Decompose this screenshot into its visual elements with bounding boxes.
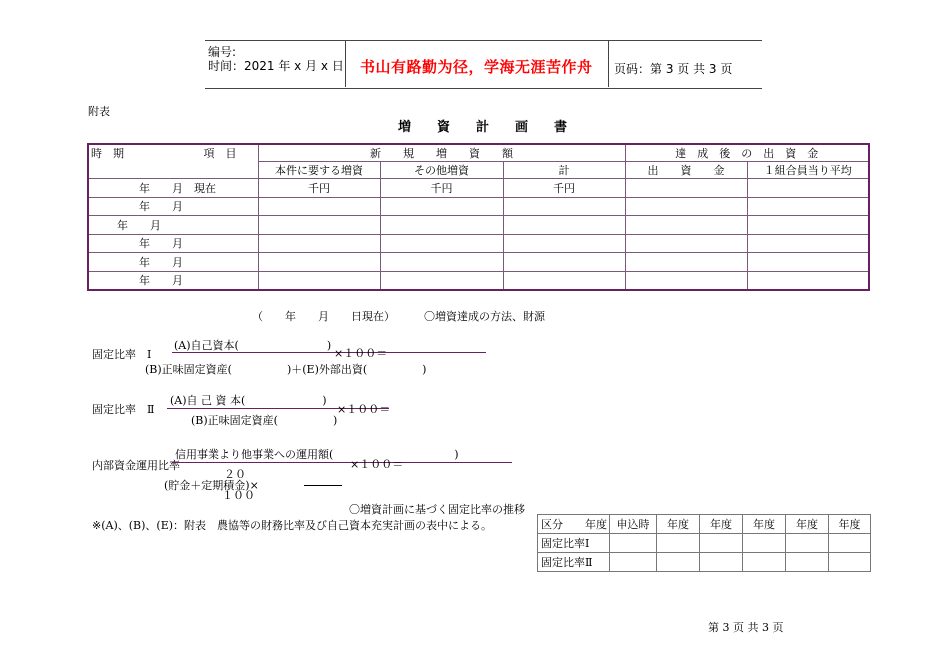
short-rule xyxy=(304,485,342,486)
table-cell xyxy=(747,216,869,235)
table-row xyxy=(88,197,869,216)
table-cell xyxy=(747,234,869,253)
subcol-average: １組合員当り平均 xyxy=(747,162,869,179)
table-cell xyxy=(503,234,625,253)
col-item-label: 項 目 xyxy=(203,147,237,161)
header-divider-right xyxy=(608,41,609,87)
ratio-header-cell: 区分 年度 xyxy=(538,515,610,534)
table-cell xyxy=(657,553,700,572)
table-row xyxy=(88,234,869,253)
table-cell: 千円 xyxy=(503,179,625,198)
table-cell xyxy=(700,553,743,572)
table-cell xyxy=(380,271,503,290)
table-cell xyxy=(625,253,747,272)
table-cell xyxy=(743,534,786,553)
table-cell xyxy=(657,534,700,553)
table-cell: 千円 xyxy=(258,179,380,198)
subcol-other: その他増資 xyxy=(380,162,503,179)
group-after-achievement: 達 成 後 の 出 資 金 xyxy=(625,144,869,162)
table-cell xyxy=(503,271,625,290)
row-period: 年 月 xyxy=(88,271,258,290)
fixed-ratio-1-multiplier: ×１００＝ xyxy=(334,347,388,360)
fraction-bar xyxy=(172,352,486,353)
header-slogan: 书山有路勤为径，学海无涯苦作舟 xyxy=(360,58,593,76)
table-cell xyxy=(258,197,380,216)
row-period: 年 月 xyxy=(88,253,258,272)
table-row xyxy=(538,534,871,553)
ratio-header-cell: 年度 xyxy=(657,515,700,534)
fixed-ratio-1-denominator: (B)正味固定資産( )＋(E)外部出資( ) xyxy=(145,363,427,376)
header-divider-left xyxy=(345,41,346,87)
table-cell xyxy=(503,216,625,235)
row-period: 年 月 xyxy=(88,216,258,235)
table-cell xyxy=(747,253,869,272)
ratio-table-heading: 〇増資計画に基づく固定比率の推移 xyxy=(349,503,525,516)
table-cell xyxy=(829,534,871,553)
table-cell xyxy=(258,234,380,253)
table-cell xyxy=(625,216,747,235)
small-fraction-bottom: １００ xyxy=(222,489,255,502)
header-number-label: 编号: xyxy=(208,45,237,59)
table-cell xyxy=(610,553,657,572)
table-cell xyxy=(786,534,829,553)
ratio-header-cell: 年度 xyxy=(743,515,786,534)
internal-fund-ratio-label: 内部資金運用比率 xyxy=(92,459,180,472)
internal-fund-ratio-denominator: (貯金＋定期積金)× xyxy=(164,479,259,492)
header-date: 时间：2021 年 x 月 x 日 xyxy=(208,59,344,73)
table-cell xyxy=(380,197,503,216)
fixed-ratio-2-label: 固定比率 Ⅱ xyxy=(92,403,155,416)
method-heading: 〇増資達成の方法、財源 xyxy=(424,310,545,323)
fixed-ratio-1-label: 固定比率 Ⅰ xyxy=(92,348,152,361)
table-cell xyxy=(747,179,869,198)
table-row xyxy=(88,216,869,235)
ratio-header-cell: 年度 xyxy=(786,515,829,534)
table-row xyxy=(88,271,869,290)
table-cell: 千円 xyxy=(380,179,503,198)
ratio-header-cell: 年度 xyxy=(829,515,871,534)
subcol-capital: 出 資 金 xyxy=(625,162,747,179)
row-period: 年 月 xyxy=(88,197,258,216)
table-row xyxy=(88,179,869,198)
table-cell xyxy=(747,197,869,216)
as-of-date: （ 年 月 日現在） xyxy=(252,310,395,323)
table-cell xyxy=(700,534,743,553)
table-cell xyxy=(503,197,625,216)
header-period-item xyxy=(88,144,258,162)
table-cell xyxy=(829,553,871,572)
ratio-row-label: 固定比率Ⅰ xyxy=(538,534,610,553)
capital-increase-table xyxy=(87,143,870,291)
fixed-ratio-2-numerator: (A)自 己 資 本( ) xyxy=(170,394,327,407)
table-cell xyxy=(786,553,829,572)
ratio-row-label: 固定比率Ⅱ xyxy=(538,553,610,572)
table-row xyxy=(88,253,869,272)
table-cell xyxy=(610,534,657,553)
internal-fund-ratio-multiplier: ×１００＝ xyxy=(350,458,404,471)
small-fraction-top: ２０ xyxy=(224,468,246,481)
table-cell xyxy=(258,253,380,272)
fixed-ratio-2-multiplier: ×１００＝ xyxy=(337,403,391,416)
col-period-label: 時 期 xyxy=(91,147,124,161)
table-cell xyxy=(625,234,747,253)
page-title: 増 資 計 画 書 xyxy=(398,120,568,135)
table-cell xyxy=(747,271,869,290)
footnote: ※(A)、(B)、(E)：附表 農協等の財務比率及び自己資本充実計画の表中による。 xyxy=(92,519,493,532)
table-cell xyxy=(625,197,747,216)
fraction-bar xyxy=(172,462,512,463)
fixed-ratio-2-denominator: (B)正味固定資産( ) xyxy=(191,414,338,427)
table-cell xyxy=(258,216,380,235)
header-top-rule xyxy=(205,40,762,41)
internal-fund-ratio-numerator: 信用事業より他事業への運用額( ) xyxy=(175,448,459,461)
table-row xyxy=(538,553,871,572)
table-cell xyxy=(503,253,625,272)
appendix-label: 附表 xyxy=(88,105,110,118)
table-cell xyxy=(625,179,747,198)
group-new-increase: 新 規 増 資 額 xyxy=(258,144,625,162)
row-period: 年 月 現在 xyxy=(88,179,258,198)
header-bottom-rule xyxy=(205,88,762,89)
row-period: 年 月 xyxy=(88,234,258,253)
table-cell xyxy=(258,271,380,290)
subcol-this-case: 本件に要する増資 xyxy=(258,162,380,179)
page-footer: 第 3 页 共 3 页 xyxy=(708,621,784,634)
table-cell xyxy=(743,553,786,572)
table-cell xyxy=(625,271,747,290)
ratio-header-cell: 年度 xyxy=(700,515,743,534)
table-cell xyxy=(380,234,503,253)
fixed-ratio-table xyxy=(537,514,871,572)
ratio-header-cell: 申込時 xyxy=(610,515,657,534)
header-page-label: 页码：第 3 页 共 3 页 xyxy=(614,62,733,76)
table-cell xyxy=(380,216,503,235)
table-cell xyxy=(380,253,503,272)
fixed-ratio-1-numerator: (A)自己資本( ) xyxy=(174,339,332,352)
subcol-total: 計 xyxy=(503,162,625,179)
header-blank xyxy=(88,162,258,179)
